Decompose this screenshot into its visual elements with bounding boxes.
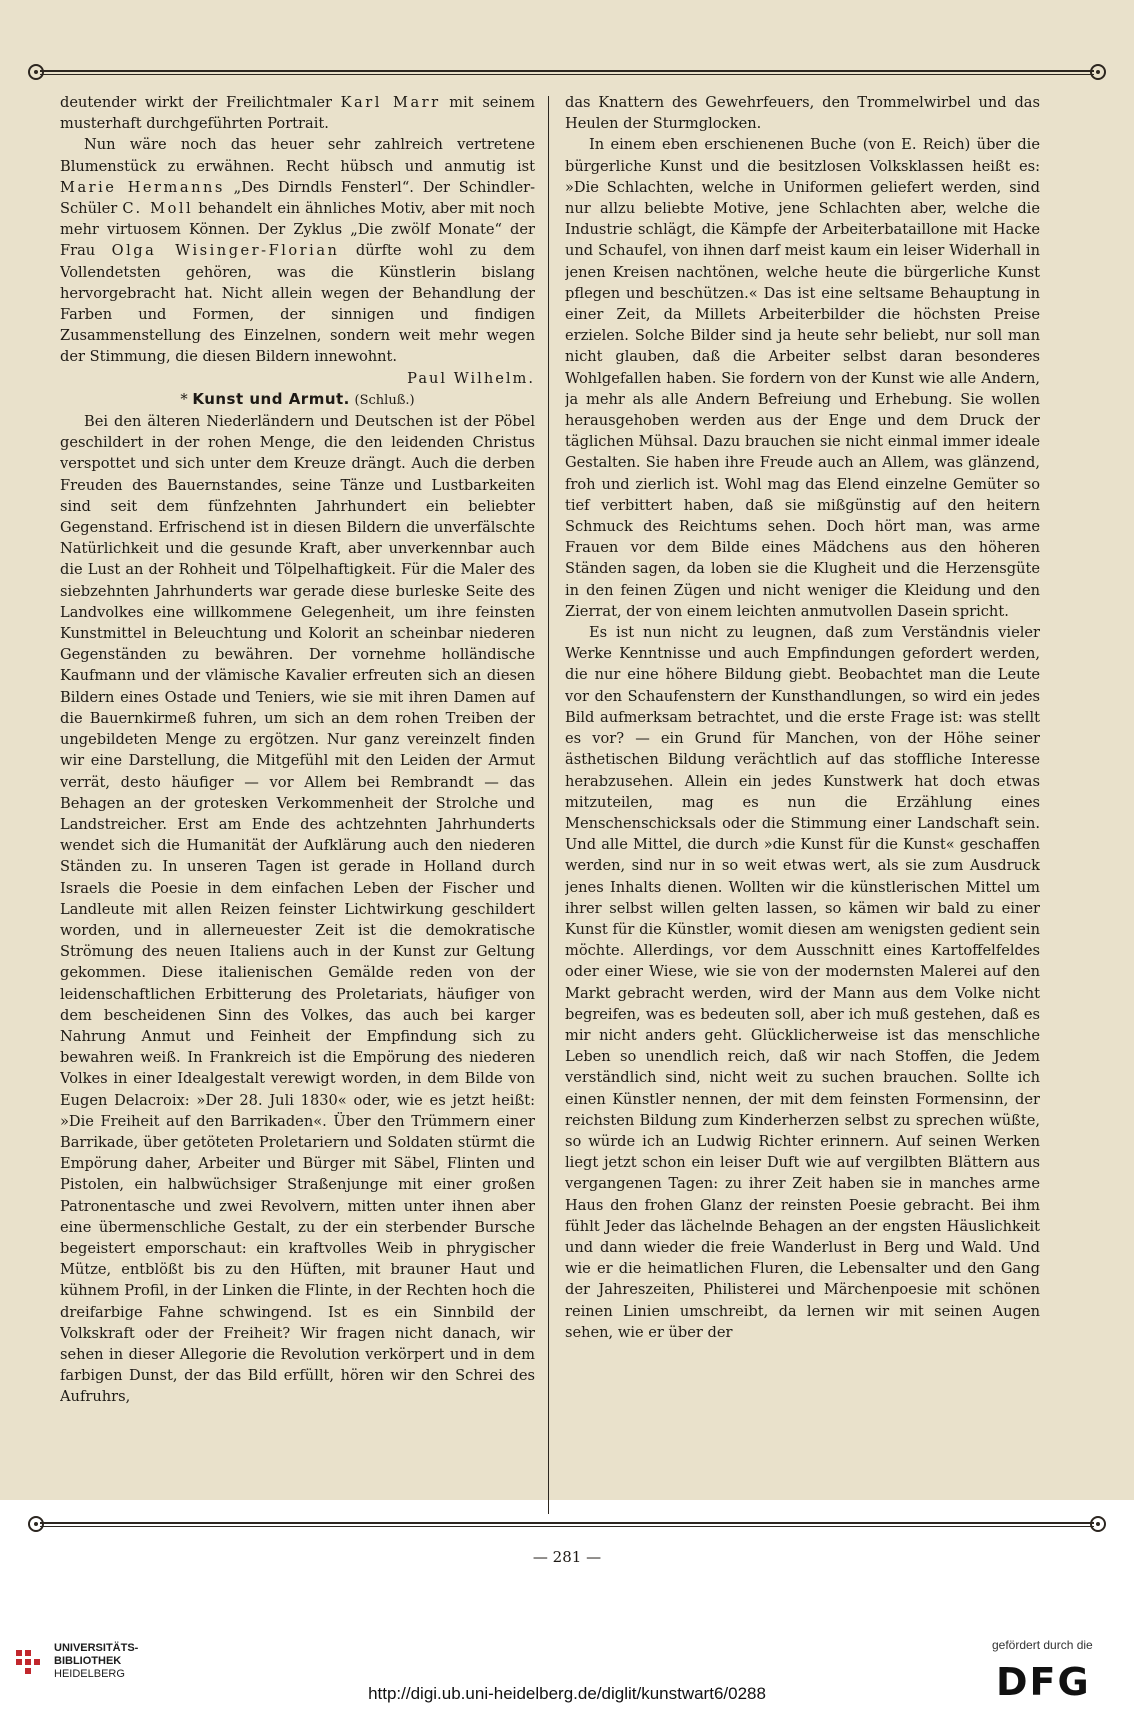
frame-rule-top xyxy=(40,70,1094,72)
right-column xyxy=(565,92,1040,1518)
artist-name: C. Moll xyxy=(122,200,194,218)
corner-ornament-icon xyxy=(28,64,44,80)
source-url[interactable]: http://digi.ub.uni-heidelberg.de/diglit/kunstwart6/0288 xyxy=(368,1684,766,1703)
paragraph-text: behandelt ein ähnliches Motiv, aber mit noch mehr virtuosem Können. Der Zyklus „Die zwölf Monate“ der Frau xyxy=(60,200,535,260)
paragraph-text: Schüler xyxy=(60,200,118,218)
paragraph-text: mit seinem musterhaft durchgeführten Portrait. xyxy=(60,94,535,133)
paragraph-text: dürfte wohl zu dem Vollendetsten gehören, was die Künstlerin bislang hervorgebracht hat. Nicht allein wegen der Behandlung der Farben und Formen, der sinnigen und findigen Zusammenstellung des Einzelnen, sondern weit mehr wegen der Stimmung, die diesen Bildern innewohnt. xyxy=(60,242,535,366)
paragraph-text: deutender wirkt der Freilichtmaler xyxy=(60,94,332,111)
funding-label: gefördert durch die xyxy=(992,1638,1093,1652)
paragraph-text: Der Schindler- xyxy=(422,178,535,196)
university-seal-icon xyxy=(14,1648,44,1678)
institution-line: HEIDELBERG xyxy=(54,1668,125,1680)
corner-ornament-icon xyxy=(28,1516,44,1532)
paragraph: Es ist nun nicht zu leugnen, daß zum Verständnis vieler Werke Kenntnisse und auch Empfindungen gefordert werden, die nur eine höhere Bildung giebt. Beobachtet man die Leute vor den Schaufenstern der Kunsthandlungen, so wird ein jedes Bild aufmerksam betrachtet, und die erste Frage ist: was stellt es vor? — ein Grund für Manchen, von der Höhe seiner ästhetischen Bildung verächtlich auf das stoffliche Interesse herabzusehen. Allein ein jedes Kunstwerk hat doch etwas mitzuteilen, mag es nun die Erzählung eines Menschenschicksals oder die Stimmung einer Landschaft sein. Und alle Mittel, die durch »die Kunst für die Kunst« geschaffen werden, sind nur in so weit etwas wert, als sie zum Ausdruck jenes Inhalts dienen. Wollten wir die künstlerischen Mittel um ihrer selbst willen gelten lassen, so kämen wir bald zu einer Kunst für die Künstler, womit diesen am wenigsten gedient sein möchte. Allerdings, vor dem Ausschnitt eines Kartoffelfeldes oder einer Wiese, wie sie von der modernsten Malerei auf den Markt gebracht werden, wird der Mann aus dem Volke nicht begreifen, was es bedeuten soll, aber ich muß gestehen, daß es mir nicht anders geht. Glücklicherweise ist das menschliche Leben so unendlich reich, daß wir nach Stoffen, die Jedem verständlich sind, nicht weit zu suchen brauchen. Sollte ich einen Künstler nennen, der mit dem feinsten Formensinn, der reichsten Bildung zum Kinderherzen selbst zu sprechen wüßte, so würde ich an Ludwig Richter erinnern. Auf seinen Werken liegt jetzt schon ein leiser Duft wie auf vergilbten Blättern aus vergangenen Tagen: zu ihrer Zeit haben sie in manches arme Haus den frohen Glanz der reinsten Poesie gebracht. Bei ihm fühlt Jeder das lächelnde Behagen an der engsten Häuslichkeit und dann wieder die freie Wanderlust in Berg und Wald. Und wie er die heimatlichen Fluren, die Lebensalter und den Gang der Jahreszeiten, Philisterei und Märchenpoesie mit schönen reinen Linien umschreibt, da lernen wir mit seinen Augen sehen, wie er über der xyxy=(565,624,1040,1341)
artwork-title: „Des Dirndls Fensterl“. xyxy=(233,178,414,196)
dfg-logo-icon: DFG xyxy=(996,1660,1091,1704)
funder-block xyxy=(992,1638,1132,1718)
frame-rule-bottom-inner xyxy=(40,1526,1094,1527)
corner-ornament-icon xyxy=(1090,1516,1106,1532)
signature: Paul Wilhelm. xyxy=(407,369,535,387)
paragraph xyxy=(60,134,535,367)
page-number: — 281 — xyxy=(532,1548,602,1566)
corner-ornament-icon xyxy=(1090,64,1106,80)
frame-rule-bottom xyxy=(40,1522,1094,1524)
heading-note: (Schluß.) xyxy=(354,392,415,408)
institution-name xyxy=(54,1642,154,1681)
section-heading xyxy=(60,389,535,411)
artist-name: Marie Hermanns xyxy=(60,178,225,196)
paragraph: Bei den älteren Niederländern und Deutschen ist der Pöbel geschildert in der rohen Menge, die den leidenden Christus verspottet und sich unter dem Kreuze drängt. Auch die derben Freuden des Bauernstandes, seine Tänze und Lustbarkeiten sind seit dem fünfzehnten Jahrhundert ein beliebter Gegenstand. Erfrischend ist in diesen Bildern die unverfälschte Natürlichkeit und die gesunde Kraft, aber unverkennbar auch die Lust an der Rohheit und Tölpelhaftigkeit. Für die Maler des siebzehnten Jahrhunderts war gerade diese burleske Seite des Landvolkes eine willkommene Gelegenheit, um ihre feinsten Kunstmittel in Beleuchtung und Kolorit an scheinbar niederen Gegenständen zu bewähren. Der vornehme holländische Kaufmann und der vlämische Kavalier erfreuten sich an diesen Bildern eines Ostade und Teniers, wie sie mit ihren Damen auf die Bauernkirmeß fuhren, um sich an dem rohen Treiben der ungebildeten Menge zu ergötzen. Nur ganz vereinzelt finden wir eine Darstellung, die Mitgefühl mit den Leiden der Armut verrät, desto häufiger — vor Allem bei Rembrandt — das Behagen an der grotesken Verkommenheit der Strolche und Landstreicher. Erst am Ende des achtzehnten Jahrhunderts wendet sich die Humanität der Aufklärung auch den niederen Ständen zu. In unseren Tagen ist gerade in Holland durch Israels die Poesie in dem einfachen Leben der Fischer und Landleute mit allen Reizen feinster Lichtwirkung geschildert worden, und in allerneuester Zeit ist die demokratische Strömung des neuen Italiens auch in der Kunst zur Geltung gekommen. Diese italienischen Gemälde reden von der leidenschaftlichen Erbitterung des Proletariats, häufiger von dem bescheidenen Sinn des Volkes, das auch bei karger Nahrung Anmut und Feinheit der Empfindung sich zu bewahren weiß. In Frankreich ist die Empörung des niederen Volkes in einer Idealgestalt verewigt worden, in dem Bilde von Eugen Delacroix: »Der 28. Juli 1830« oder, wie es jetzt heißt: »Die Freiheit auf den Barrikaden«. Über den Trümmern einer Barrikade, über getöteten Proletariern und Soldaten stürmt die Empörung daher, Arbeiter und Bürger mit Säbel, Flinten und Pistolen, ein halbwüchsiger Straßenjunge mit einer großen Patronentasche und zwei Revolvern, mitten unter ihnen aber eine übermenschliche Gestalt, zu der ein sterbender Bursche begeistert emporschaut: ein kraftvolles Weib in phrygischer Mütze, entblößt bis zu den Hüften, mit brauner Haut und kühnem Profil, in der Linken die Flinte, in der Rechten hoch die dreifarbige Fahne schwingend. Ist es ein Sinnbild der Volkskraft oder der Freiheit? Wir fragen nicht danach, wir sehen in dieser Allegorie die Revolution verkörpert und in dem farbigen Dunst, der das Bild erfüllt, hören wir den Schrei des Aufruhrs, xyxy=(60,413,535,1406)
institution-line: BIBLIOTHEK xyxy=(54,1655,122,1667)
artist-name: Olga Wisinger-Florian xyxy=(111,242,340,260)
column-divider xyxy=(548,96,549,1514)
paragraph: In einem eben erschienenen Buche (von E. Reich) über die bürgerliche Kunst und die besitzlosen Volksklassen heißt es: »Die Schlachten, welche in Uniformen geliefert werden, sind nur allzu beliebte Motive, jene Schlachten aber, welche die Industrie schlägt, die Kämpfe der Arbeiterbataillone mit Hacke und Schaufel, von ihnen darf meist kaum ein leiser Widerhall in jenen Kreisen nachtönen, welche heute die bürgerliche Kunst pflegen und beschützen.« Das ist eine seltsame Behauptung in einer Zeit, da Millets Arbeiterbilder die höchsten Preise erzielen. Solche Bilder sind ja heute sehr beliebt, nur soll man nicht glauben, daß die Arbeiter selbst daran besonderes Wohlgefallen haben. Sie fordern von der Kunst wie alle Andern, ja mehr als alle Andern Befreiung und Erhebung. Sie wollen herausgehoben werden aus der Enge und dem Druck der täglichen Mühsal. Dazu brauchen sie nicht einmal immer ideale Gestalten. Sie haben ihre Freude auch an Allem, was glänzend, froh und zierlich ist. Wohl mag das Elend einzelne Gemüter so tief verbittert haben, daß sie mißgünstig auf den heitern Schmuck des Reichtums sehen. Doch hört man, was arme Frauen vor dem Bilde eines Mädchens aus den höheren Ständen sagen, da loben sie die Klugheit und die Herzensgüte in den feinen Zügen und nicht weniger die Kleidung und den Zierrat, der von einem leichten anmutvollen Dasein spricht. xyxy=(565,136,1040,620)
frame-rule-top-inner xyxy=(40,74,1094,75)
paragraph xyxy=(60,92,535,134)
paragraph-text: Nun wäre noch das heuer sehr zahlreich vertretene Blumenstück zu erwähnen. Recht hübsch und anmutig ist xyxy=(60,136,535,175)
heading-title: Kunst und Armut. xyxy=(192,389,350,408)
artist-name: Karl Marr xyxy=(340,94,441,111)
heading-marker: * xyxy=(180,390,188,408)
institution-line: UNIVERSITÄTS- xyxy=(54,1642,139,1654)
left-column xyxy=(60,92,535,1518)
paragraph: das Knattern des Gewehrfeuers, den Trommelwirbel und das Heulen der Sturmglocken. xyxy=(565,94,1040,133)
